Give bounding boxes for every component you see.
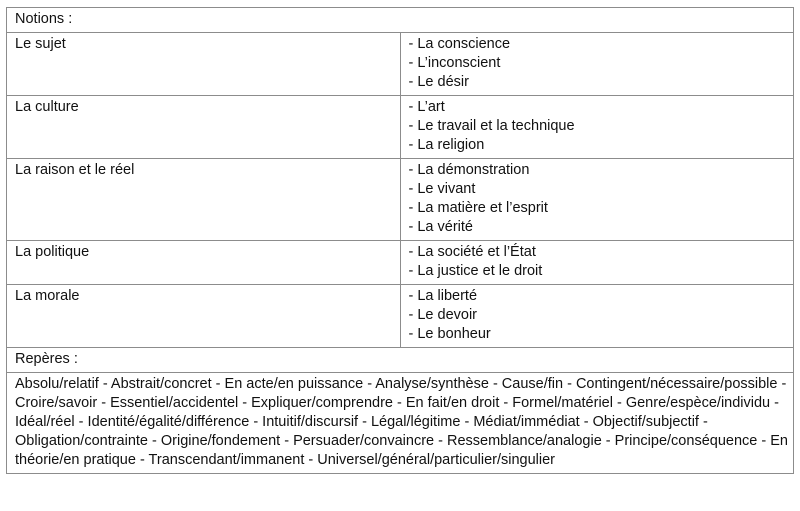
reperes-text: Absolu/relatif - Abstrait/concret - En acte/en puissance - Analyse/synthèse - Cause/fin - Contingent/nécessaire/possible - Croire/savoir - Essentiel/accidentel - Expliquer/comprendre - En fait/en droit - Formel/matériel - Genre/espèce/individu - Idéal/réel - Identité/égalité/différence - Intuitif/discursif - Légal/légitime - Médiat/immédiat - Objectif/subjectif - Obligation/contrainte - Origine/fondement - Persuader/convaincre - Ressemblance/analogie - Principe/conséquence - En théorie/en pratique - Transcendant/immanent - Universel/général/particulier/singulier xyxy=(15,376,788,468)
reperes-cell xyxy=(7,373,794,474)
table-row xyxy=(7,159,794,241)
notion-item: - La justice et le droit xyxy=(408,263,543,279)
notion-item: - La matière et l’esprit xyxy=(408,200,548,216)
notion-item: - La conscience xyxy=(408,36,511,52)
notions-cell xyxy=(400,33,794,96)
reperes-text-row xyxy=(7,373,794,474)
table-row xyxy=(7,33,794,96)
notion-item: - Le travail et la technique xyxy=(408,118,575,134)
program-table-container xyxy=(6,7,794,474)
notion-item: - La société et l’État xyxy=(408,244,536,260)
table-row xyxy=(7,241,794,285)
reperes-header: Repères : xyxy=(7,348,794,373)
notion-item: - L’inconscient xyxy=(408,55,501,71)
notion-item: - La religion xyxy=(408,137,485,153)
notions-cell xyxy=(400,241,794,285)
notions-cell xyxy=(400,285,794,348)
notion-item: - Le désir xyxy=(408,74,469,90)
notion-item: - Le bonheur xyxy=(408,326,491,342)
program-table xyxy=(6,7,794,474)
notion-item: - L’art xyxy=(408,99,445,115)
notion-item: - Le vivant xyxy=(408,181,476,197)
theme-cell: La morale xyxy=(7,285,401,348)
notion-item: - La liberté xyxy=(408,288,478,304)
notion-item: - La démonstration xyxy=(408,162,530,178)
theme-cell: La raison et le réel xyxy=(7,159,401,241)
notions-cell xyxy=(400,96,794,159)
notions-header-row xyxy=(7,8,794,33)
notions-cell xyxy=(400,159,794,241)
notion-item: - Le devoir xyxy=(408,307,478,323)
table-row xyxy=(7,285,794,348)
notion-item: - La vérité xyxy=(408,219,473,235)
theme-cell: La culture xyxy=(7,96,401,159)
theme-cell: La politique xyxy=(7,241,401,285)
notions-header: Notions : xyxy=(7,8,794,33)
theme-cell: Le sujet xyxy=(7,33,401,96)
table-row xyxy=(7,96,794,159)
reperes-header-row xyxy=(7,348,794,373)
